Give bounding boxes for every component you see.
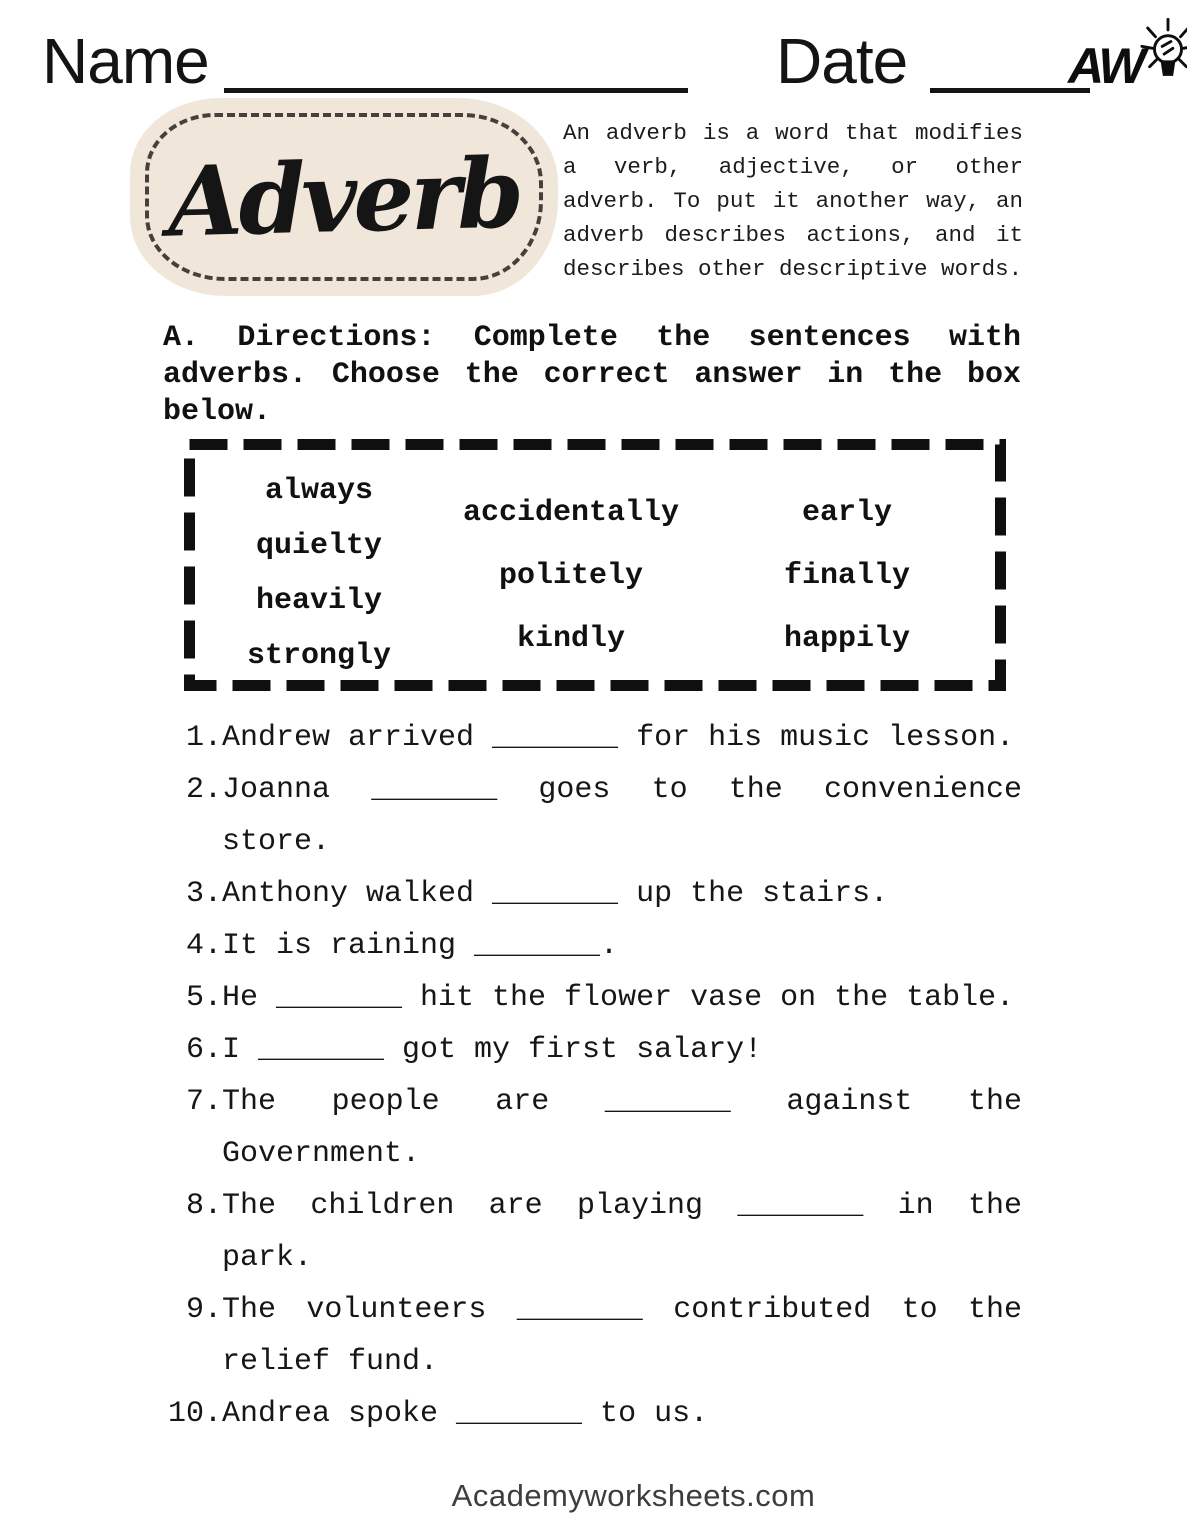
exercise-line	[160, 816, 1022, 868]
adverb-title-badge	[130, 98, 558, 296]
word-option: happily	[783, 622, 911, 656]
exercise-line	[160, 920, 1022, 972]
name-label: Name	[42, 25, 209, 97]
sentence-text: The people are _______ against the	[222, 1085, 1022, 1119]
exercise-list	[160, 712, 1022, 1440]
exercise-line	[160, 868, 1022, 920]
sentence-text: park.	[222, 1241, 313, 1275]
exercise-line	[160, 764, 1022, 816]
text-line: A. Directions: Complete the sentences with	[163, 321, 1021, 355]
exercise-line	[160, 1024, 1022, 1076]
sentence-number: 3.	[185, 877, 222, 911]
academy-worksheets-logo	[1068, 20, 1187, 112]
sentence-number: 9.	[185, 1293, 222, 1327]
text-line: a verb, adjective, or other	[563, 154, 1023, 180]
sentence-text: Andrea spoke _______ to us.	[222, 1397, 709, 1431]
sentence-text: He _______ hit the flower vase on the table.	[222, 981, 1015, 1015]
exercise-line	[160, 1128, 1022, 1180]
sentence-text: It is raining _______.	[222, 929, 619, 963]
sentence-number: 5.	[185, 981, 222, 1015]
word-option: kindly	[516, 622, 626, 656]
sentence-text: store.	[222, 825, 331, 859]
sentence-number: 10.	[167, 1397, 222, 1431]
sentence-text: Joanna _______ goes to the convenience	[222, 773, 1022, 807]
exercise-line	[160, 1076, 1022, 1128]
sentence-number: 1.	[185, 721, 222, 755]
intro-paragraph	[563, 116, 1023, 286]
word-box	[184, 439, 1006, 691]
exercise-line	[160, 972, 1022, 1024]
sentence-text: Andrew arrived _______ for his music lesson.	[222, 721, 1015, 755]
logo-text: AW	[1068, 38, 1143, 94]
date-blank-line	[930, 88, 1090, 93]
exercise-line	[160, 712, 1022, 764]
sentence-text: relief fund.	[222, 1345, 439, 1379]
lightbulb-icon	[1139, 16, 1187, 103]
footer-site-name: Academyworksheets.com	[451, 1478, 816, 1513]
word-option: finally	[783, 559, 911, 593]
sentence-number: 4.	[185, 929, 222, 963]
directions	[163, 320, 1021, 431]
date-label: Date	[776, 25, 908, 97]
text-line: describes other descriptive words.	[563, 256, 1023, 282]
word-box-columns	[195, 450, 995, 680]
word-option: early	[801, 496, 892, 530]
exercise-line	[160, 1180, 1022, 1232]
sentence-number: 8.	[185, 1189, 222, 1223]
word-option: politely	[498, 559, 644, 593]
sentence-number: 7.	[185, 1085, 222, 1119]
word-option: strongly	[246, 639, 392, 673]
word-option: accidentally	[462, 496, 680, 530]
sentence-number	[160, 816, 222, 868]
sentence-number: 2.	[185, 773, 222, 807]
word-option: always	[264, 474, 374, 508]
text-line: An adverb is a word that modifies	[563, 120, 1023, 146]
word-box-column	[443, 450, 699, 680]
exercise-line	[160, 1336, 1022, 1388]
sentence-number	[160, 1336, 222, 1388]
sentence-text: The volunteers _______ contributed to the	[222, 1293, 1022, 1327]
text-line: below.	[163, 395, 272, 429]
sentence-number	[160, 1128, 222, 1180]
sentence-number: 6.	[185, 1033, 222, 1067]
sentence-text: Government.	[222, 1137, 421, 1171]
sentence-number	[160, 1232, 222, 1284]
text-line: adverb. To put it another way, an	[563, 188, 1023, 214]
word-option: quielty	[255, 529, 383, 563]
text-line: adverb describes actions, and it	[563, 222, 1023, 248]
page-title: Adverb	[166, 135, 522, 259]
exercise-line	[160, 1284, 1022, 1336]
word-option: heavily	[255, 584, 383, 618]
sentence-text: I _______ got my first salary!	[222, 1033, 763, 1067]
sentence-text: Anthony walked _______ up the stairs.	[222, 877, 889, 911]
word-box-column	[699, 450, 995, 680]
exercise-line	[160, 1232, 1022, 1284]
exercise-line	[160, 1388, 1022, 1440]
sentence-text: The children are playing _______ in the	[222, 1189, 1022, 1223]
text-line: adverbs. Choose the correct answer in the box	[163, 358, 1021, 392]
word-box-column	[195, 450, 443, 680]
name-blank-line	[224, 88, 688, 93]
